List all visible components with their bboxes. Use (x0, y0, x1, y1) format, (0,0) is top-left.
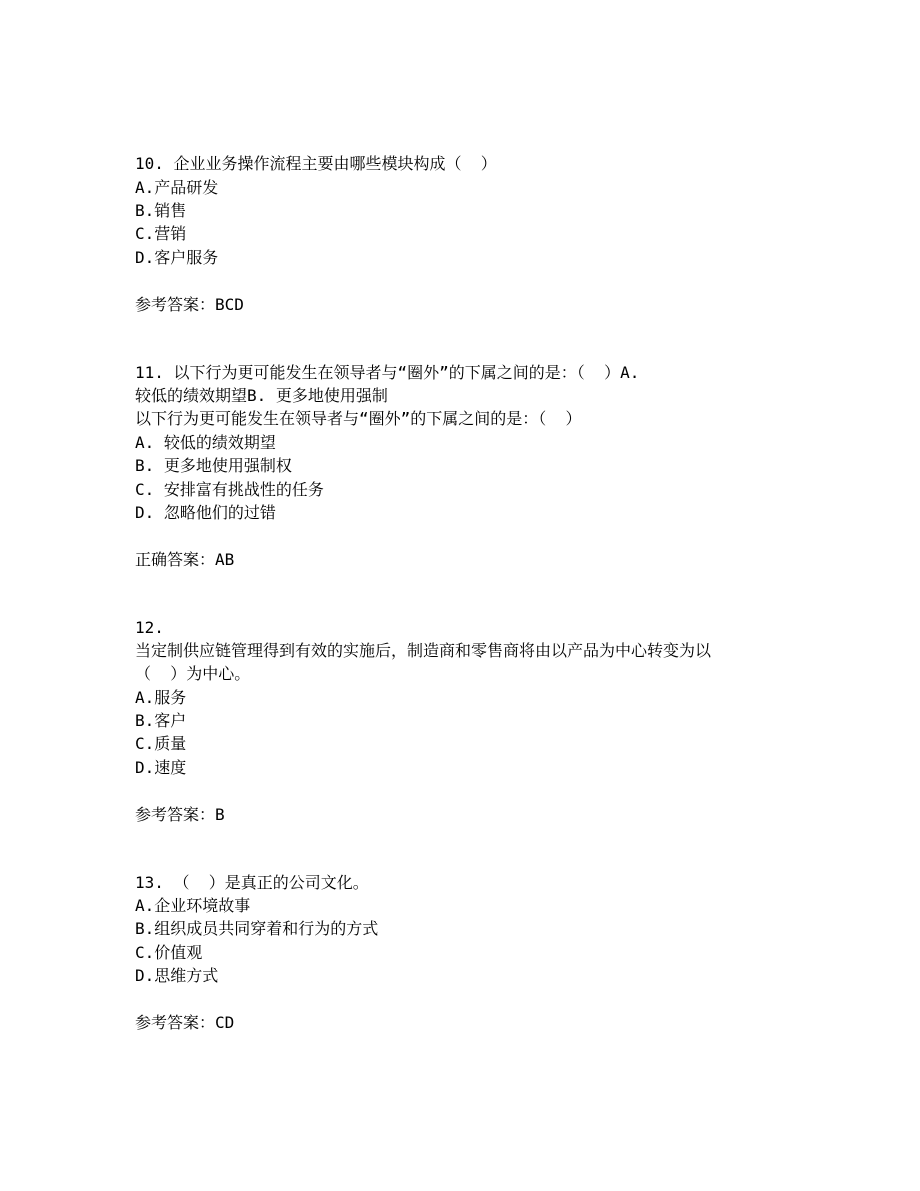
question-12-option-c: C.质量 (135, 734, 187, 753)
question-11-stem-line-3: 以下行为更可能发生在领导者与“圈外”的下属之间的是：（ ） (135, 409, 582, 428)
question-10-stem: 10. 企业业务操作流程主要由哪些模块构成（ ） (135, 154, 497, 173)
question-12-option-b: B.客户 (135, 711, 187, 730)
question-13-stem: 13. （ ）是真正的公司文化。 (135, 873, 369, 892)
question-10-option-d: D.客户服务 (135, 248, 219, 267)
question-11-option-d: D. 忽略他们的过错 (135, 503, 276, 522)
question-12-stem-line-2: （ ）为中心。 (135, 664, 251, 683)
question-11-option-c: C. 安排富有挑战性的任务 (135, 480, 324, 499)
question-13-option-a: A.企业环境故事 (135, 896, 251, 915)
question-10-option-b: B.销售 (135, 201, 187, 220)
question-13-answer: 参考答案：CD (135, 1013, 235, 1032)
question-12-number: 12. (135, 618, 164, 637)
question-11-option-a: A. 较低的绩效期望 (135, 433, 276, 452)
question-12-stem-line-1: 当定制供应链管理得到有效的实施后，制造商和零售商将由以产品为中心转变为以 (135, 641, 712, 660)
question-12-answer: 参考答案：B (135, 805, 225, 824)
question-10-option-a: A.产品研发 (135, 178, 219, 197)
question-11-answer: 正确答案：AB (135, 550, 235, 569)
question-11-stem-line-1: 11. 以下行为更可能发生在领导者与“圈外”的下属之间的是：（ ）A. (135, 363, 640, 382)
question-12-option-d: D.速度 (135, 758, 187, 777)
question-11-stem-line-2: 较低的绩效期望B. 更多地使用强制 (135, 386, 388, 405)
question-12-option-a: A.服务 (135, 688, 187, 707)
question-13-option-c: C.价值观 (135, 943, 203, 962)
question-13-option-d: D.思维方式 (135, 966, 219, 985)
question-11-option-b: B. 更多地使用强制权 (135, 456, 292, 475)
question-10-option-c: C.营销 (135, 224, 187, 243)
question-10-answer: 参考答案：BCD (135, 295, 244, 314)
question-13-option-b: B.组织成员共同穿着和行为的方式 (135, 919, 379, 938)
